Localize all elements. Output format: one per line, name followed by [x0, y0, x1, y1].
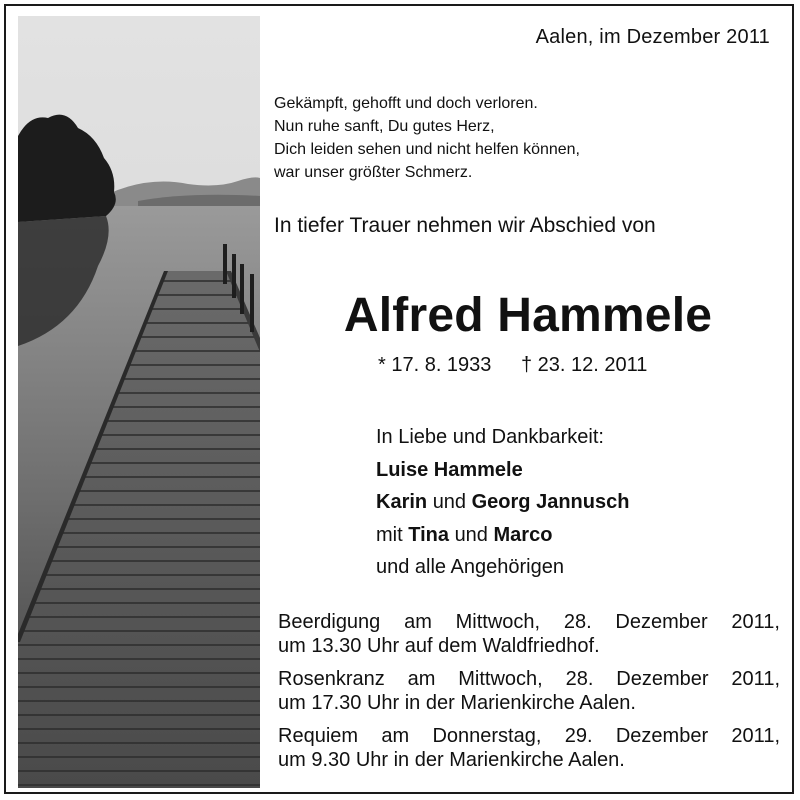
family-closing: und alle Angehörigen [376, 556, 564, 578]
poem-line: Nun ruhe sanft, Du gutes Herz, [274, 118, 495, 135]
family-line-3 [376, 519, 629, 552]
poem-line: war unser größter Schmerz. [274, 164, 473, 181]
family-prefix: mit [376, 523, 403, 546]
life-dates [378, 354, 647, 377]
family-joiner: und [432, 491, 467, 513]
obituary-frame [4, 4, 794, 794]
family-member-name: Tina [408, 523, 449, 546]
death-date: † 23. 12. 2011 [521, 354, 648, 376]
service-line: Rosenkranz am Mittwoch, 28. Dezember 2011, [278, 668, 780, 690]
service-line: um 13.30 Uhr auf dem Waldfriedhof. [278, 635, 600, 657]
farewell-intro: In tiefer Trauer nehmen wir Abschied von [274, 214, 656, 237]
service-line: Beerdigung am Mittwoch, 28. Dezember 2011, [278, 611, 780, 633]
family-member-name: Karin [376, 491, 428, 513]
service-schedule [278, 610, 780, 781]
service-rosary [278, 667, 780, 715]
family-member-name: Georg Jannusch [471, 491, 630, 513]
spouse-name: Luise Hammele [376, 458, 523, 481]
service-line: um 17.30 Uhr in der Marienkirche Aalen. [278, 692, 636, 714]
service-requiem [278, 724, 780, 772]
family-opening: In Liebe und Dankbarkeit: [376, 426, 604, 448]
service-line: Requiem am Donnerstag, 29. Dezember 2011, [278, 725, 780, 747]
service-burial [278, 610, 780, 658]
birth-date: * 17. 8. 1933 [378, 354, 492, 376]
mourning-family [376, 421, 629, 584]
poem-line: Gekämpft, gehofft und doch verloren. [274, 95, 538, 112]
service-line: um 9.30 Uhr in der Marienkirche Aalen. [278, 749, 625, 771]
poem-line: Dich leiden sehen und nicht helfen können, [274, 141, 580, 158]
memorial-poem [274, 92, 580, 184]
lake-pier-image [18, 16, 260, 788]
family-joiner: und [454, 523, 488, 546]
lake-pier-photo [18, 16, 260, 788]
deceased-name: Alfred Hammele [343, 289, 713, 342]
place-and-date: Aalen, im Dezember 2011 [535, 26, 770, 48]
family-line-2 [376, 486, 629, 519]
family-member-name: Marco [493, 523, 553, 546]
